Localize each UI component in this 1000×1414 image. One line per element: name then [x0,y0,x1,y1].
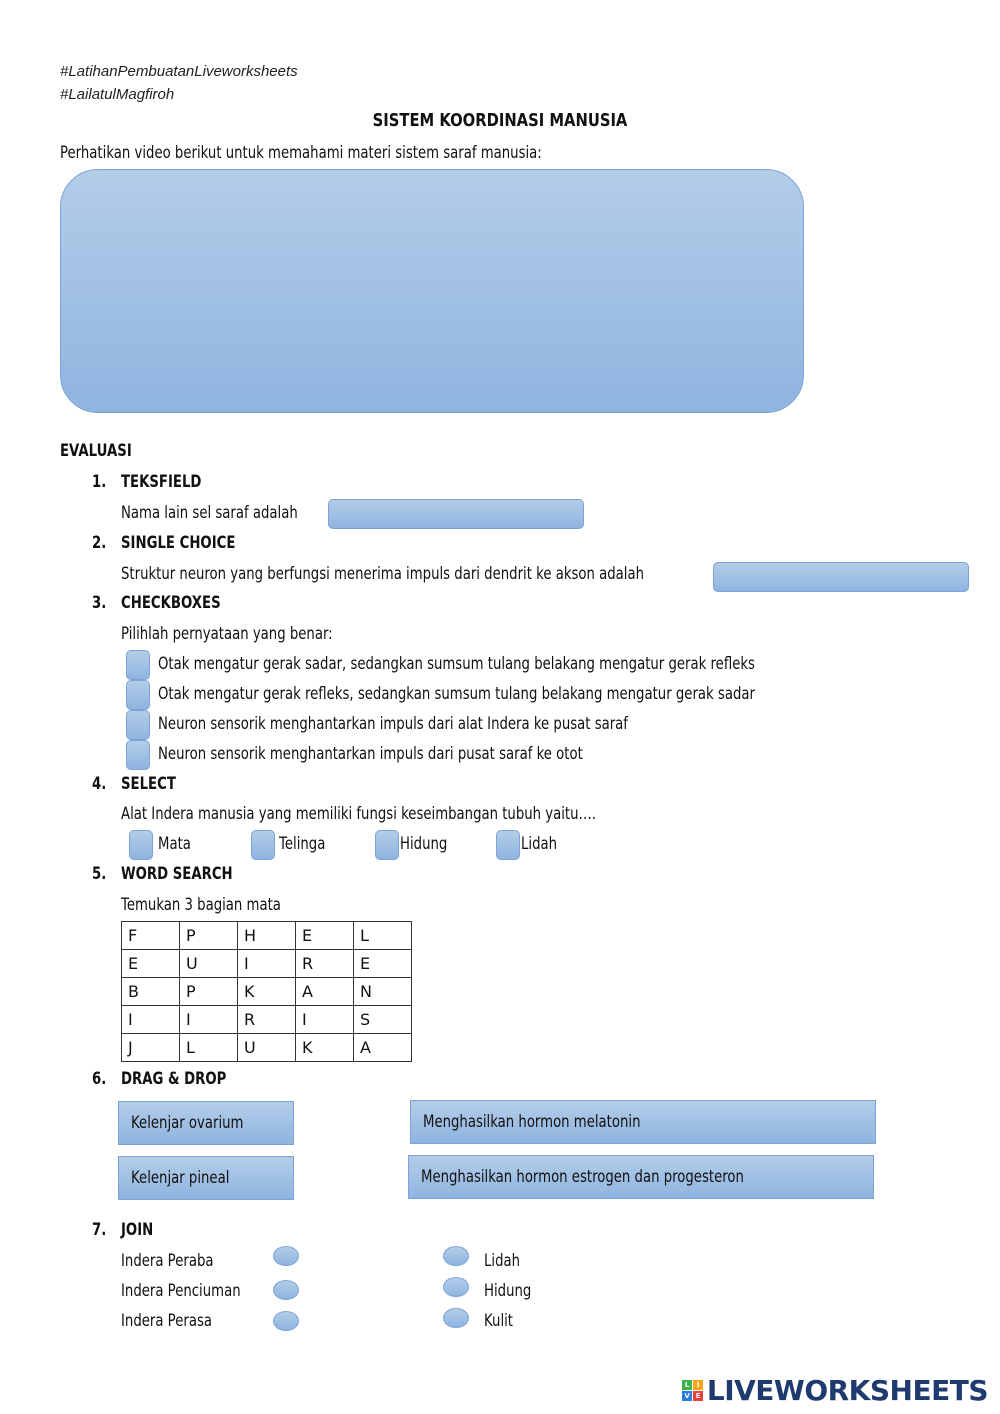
teksfield-prompt: Nama lain sel saraf adalah [121,503,298,523]
grid-cell[interactable]: I [122,1006,180,1034]
grid-cell[interactable]: E [354,950,412,978]
grid-cell[interactable]: K [296,1034,354,1062]
drop-target-label: Menghasilkan hormon estrogen dan progesteron [421,1167,744,1187]
grid-cell[interactable]: P [180,978,238,1006]
section-1-heading: TEKSFIELD [121,472,202,492]
select-option-hidung-label: Hidung [400,834,448,854]
section-2-number: 2. [92,533,107,553]
checkbox-1[interactable] [126,650,150,680]
grid-cell[interactable]: F [122,922,180,950]
drag-item-ovarium[interactable] [118,1101,294,1145]
section-5-heading: WORD SEARCH [121,864,233,884]
section-2-heading: SINGLE CHOICE [121,533,236,553]
drop-target-melatonin[interactable] [410,1100,876,1144]
grid-cell[interactable]: R [238,1006,296,1034]
drop-target-label: Menghasilkan hormon melatonin [423,1112,641,1132]
join-left-label-2: Indera Penciuman [121,1281,241,1301]
select-option-telinga-label: Telinga [279,834,326,854]
select-option-lidah-label: Lidah [521,834,558,854]
join-left-dot-2[interactable] [273,1280,299,1300]
grid-cell[interactable]: U [180,950,238,978]
drag-item-label: Kelenjar ovarium [131,1113,244,1133]
grid-cell[interactable]: A [354,1034,412,1062]
grid-cell[interactable]: J [122,1034,180,1062]
grid-cell[interactable]: L [354,922,412,950]
grid-cell[interactable]: K [238,978,296,1006]
join-left-label-3: Indera Perasa [121,1311,212,1331]
page-title: SISTEM KOORDINASI MANUSIA [372,110,628,131]
grid-cell[interactable]: H [238,922,296,950]
join-right-dot-3[interactable] [443,1308,469,1328]
section-3-heading: CHECKBOXES [121,593,221,613]
section-6-heading: DRAG & DROP [121,1069,227,1089]
section-4-number: 4. [92,774,107,794]
checkbox-3[interactable] [126,710,150,740]
teksfield-input[interactable] [328,499,584,529]
section-6-number: 6. [92,1069,107,1089]
hashtag-2: #LailatulMagfiroh [60,86,175,103]
select-option-hidung[interactable] [375,830,399,860]
section-7-heading: JOIN [121,1220,154,1240]
grid-cell[interactable]: P [180,922,238,950]
grid-cell[interactable]: E [296,922,354,950]
logo-mark-letter: L [682,1380,692,1390]
grid-cell[interactable]: N [354,978,412,1006]
logo-mark-letter: I [693,1380,703,1390]
grid-cell[interactable]: I [238,950,296,978]
drag-item-label: Kelenjar pineal [131,1168,230,1188]
single-choice-dropdown[interactable] [713,562,969,592]
join-right-label-1: Lidah [484,1251,521,1271]
join-left-label-1: Indera Peraba [121,1251,214,1271]
grid-row [122,950,412,978]
intro-text: Perhatikan video berikut untuk memahami materi sistem saraf manusia: [60,143,542,163]
select-option-telinga[interactable] [251,830,275,860]
section-7-number: 7. [92,1220,107,1240]
join-right-label-2: Hidung [484,1281,532,1301]
word-search-prompt: Temukan 3 bagian mata [121,895,281,915]
grid-row [122,1006,412,1034]
select-option-mata[interactable] [129,830,153,860]
grid-cell[interactable]: U [238,1034,296,1062]
checkbox-1-label: Otak mengatur gerak sadar, sedangkan sumsum tulang belakang mengatur gerak refleks [158,654,755,674]
evaluation-heading: EVALUASI [60,441,132,461]
logo-text: LIVEWORKSHEETS [706,1374,988,1407]
join-left-dot-1[interactable] [273,1246,299,1266]
drag-item-pineal[interactable] [118,1156,294,1200]
grid-cell[interactable]: I [180,1006,238,1034]
logo-mark-letter: E [693,1391,703,1401]
select-prompt: Alat Indera manusia yang memiliki fungsi keseimbangan tubuh yaitu…. [121,804,597,824]
logo-mark-icon [682,1380,703,1401]
grid-row [122,978,412,1006]
checkbox-4[interactable] [126,740,150,770]
grid-cell[interactable]: S [354,1006,412,1034]
select-option-mata-label: Mata [158,834,191,854]
logo-mark-letter: V [682,1391,692,1401]
grid-row [122,922,412,950]
section-3-number: 3. [92,593,107,613]
grid-cell[interactable]: I [296,1006,354,1034]
grid-cell[interactable]: R [296,950,354,978]
grid-cell[interactable]: L [180,1034,238,1062]
liveworksheets-logo [682,1374,988,1407]
checkboxes-prompt: Pilihlah pernyataan yang benar: [121,624,333,644]
checkbox-2-label: Otak mengatur gerak refleks, sedangkan sumsum tulang belakang mengatur gerak sadar [158,684,755,704]
grid-row [122,1034,412,1062]
select-option-lidah[interactable] [496,830,520,860]
checkbox-3-label: Neuron sensorik menghantarkan impuls dari alat Indera ke pusat saraf [158,714,628,734]
checkbox-4-label: Neuron sensorik menghantarkan impuls dari pusat saraf ke otot [158,744,583,764]
single-choice-prompt: Struktur neuron yang berfungsi menerima impuls dari dendrit ke akson adalah [121,564,645,584]
grid-cell[interactable]: B [122,978,180,1006]
hashtag-1: #LatihanPembuatanLiveworksheets [60,63,298,80]
grid-cell[interactable]: A [296,978,354,1006]
drop-target-estrogen[interactable] [408,1155,874,1199]
join-right-label-3: Kulit [484,1311,514,1331]
video-player[interactable] [60,169,804,413]
join-right-dot-2[interactable] [443,1277,469,1297]
join-right-dot-1[interactable] [443,1246,469,1266]
checkbox-2[interactable] [126,680,150,710]
grid-cell[interactable]: E [122,950,180,978]
word-search-grid[interactable] [121,921,412,1062]
section-1-number: 1. [92,472,107,492]
section-5-number: 5. [92,864,107,884]
join-left-dot-3[interactable] [273,1311,299,1331]
section-4-heading: SELECT [121,774,176,794]
